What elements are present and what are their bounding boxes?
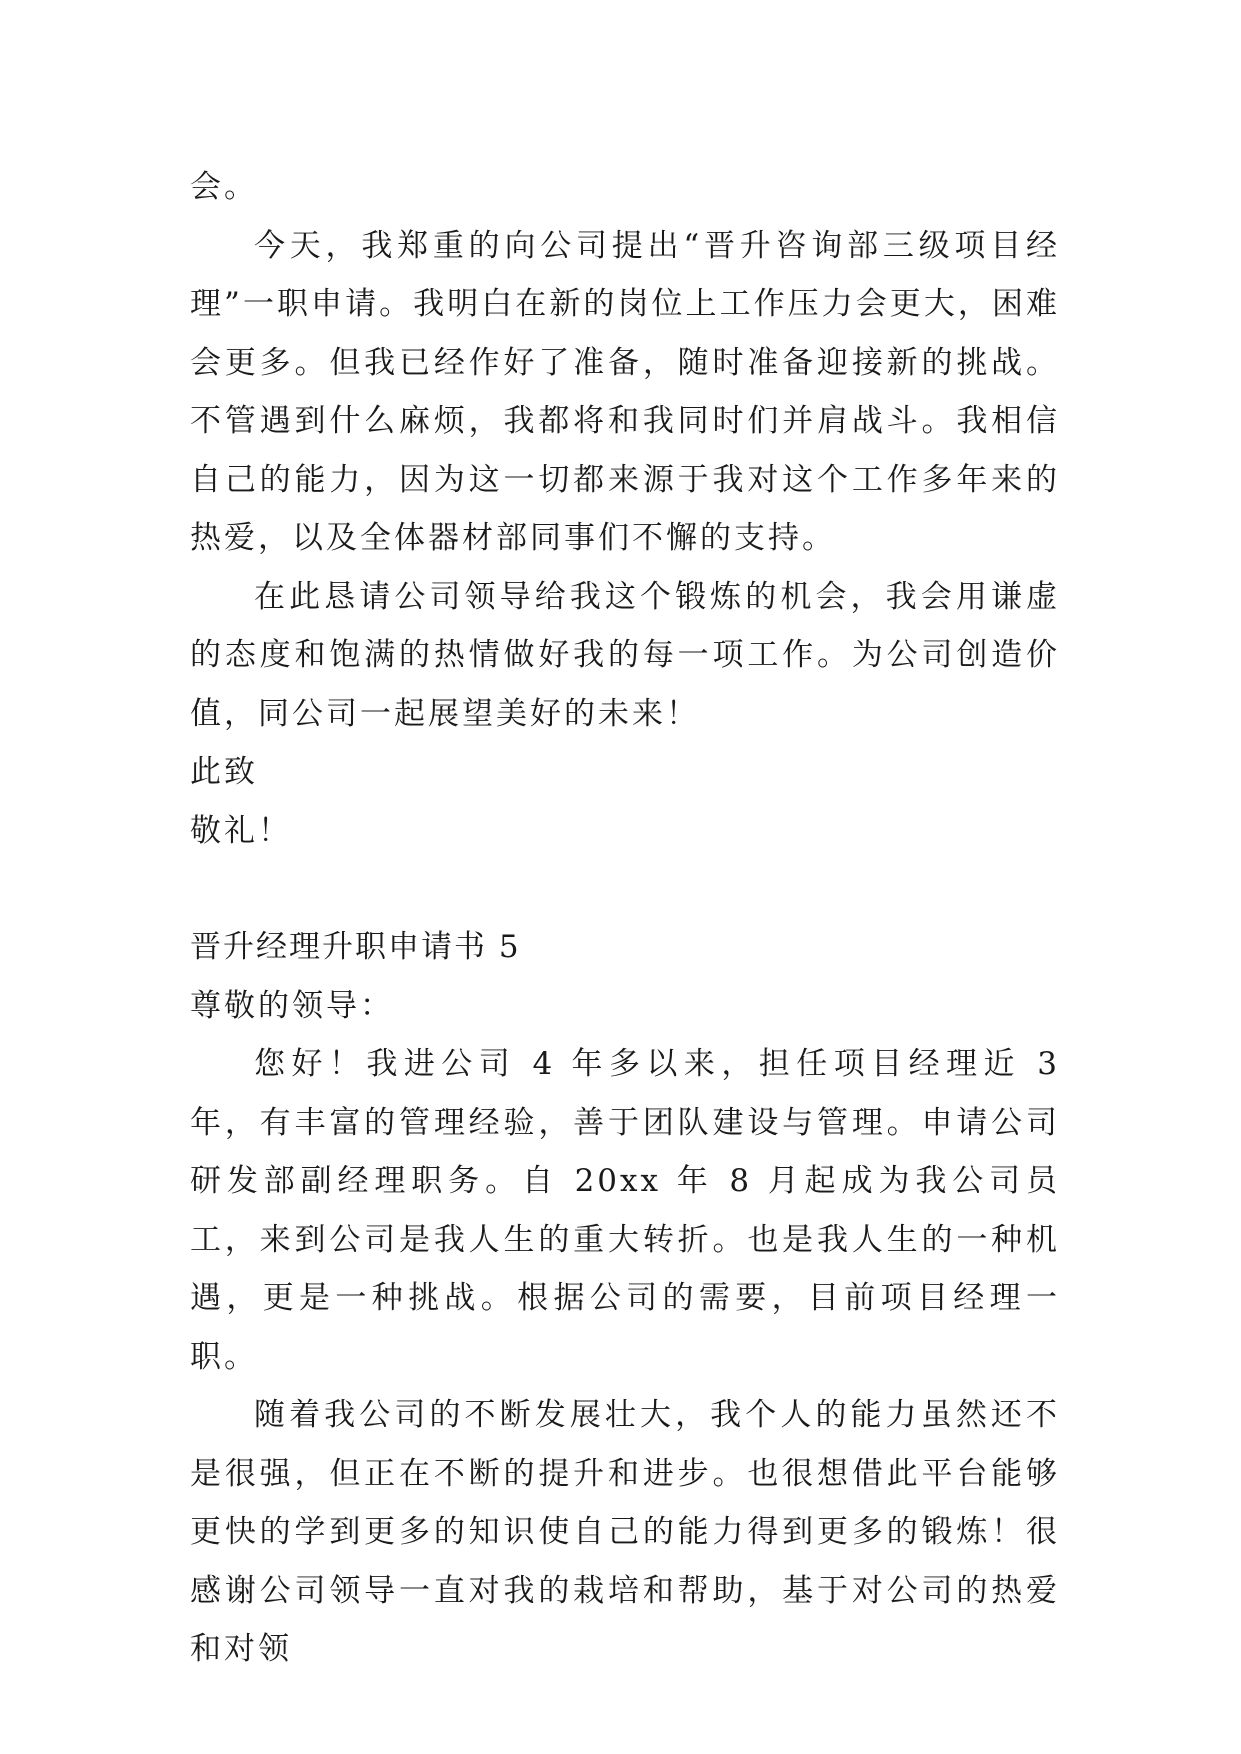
closing-line-1: 此致: [190, 754, 258, 790]
paragraph-continuation: 会。: [190, 169, 258, 205]
paragraph-growth: 随着我公司的不断发展壮大，我个人的能力虽然还不是很强，但正在不断的提升和进步。也很想借此平台能够更快的学到更多的知识使自己的能力得到更多的锻炼！很感谢公司领导一直对我的栽培和帮助，基于对公司的热爱和对领: [190, 1397, 1060, 1667]
paragraph-application: 今天，我郑重的向公司提出“晋升咨询部三级项目经理”一职申请。我明白在新的岗位上工作压力会更大，困难会更多。但我已经作好了准备，随时准备迎接新的挑战。不管遇到什么麻烦，我都将和我同时们并肩战斗。我相信自己的能力，因为这一切都来源于我对这个工作多年来的热爱，以及全体器材部同事们不懈的支持。: [190, 227, 1060, 556]
paragraph-request: 在此恳请公司领导给我这个锻炼的机会，我会用谦虚的态度和饱满的热情做好我的每一项工作。为公司创造价值，同公司一起展望美好的未来！: [190, 578, 1060, 732]
salutation: 尊敬的领导：: [190, 987, 394, 1024]
document-body: [190, 158, 1060, 1679]
section-gap: [190, 860, 1060, 918]
closing-line-2: 敬礼！: [190, 812, 292, 849]
paragraph-greeting: 您好！我进公司 4 年多以来，担任项目经理近 3 年，有丰富的管理经验，善于团队建设与管理。申请公司研发部副经理职务。自 20xx 年 8 月起成为我公司员工，来到公司是我人生的重大转折。也是我人生的一种机遇，更是一种挑战。根据公司的需要，目前项目经理一职。: [190, 1046, 1060, 1375]
letter-title: 晋升经理升职申请书 5: [190, 929, 521, 965]
